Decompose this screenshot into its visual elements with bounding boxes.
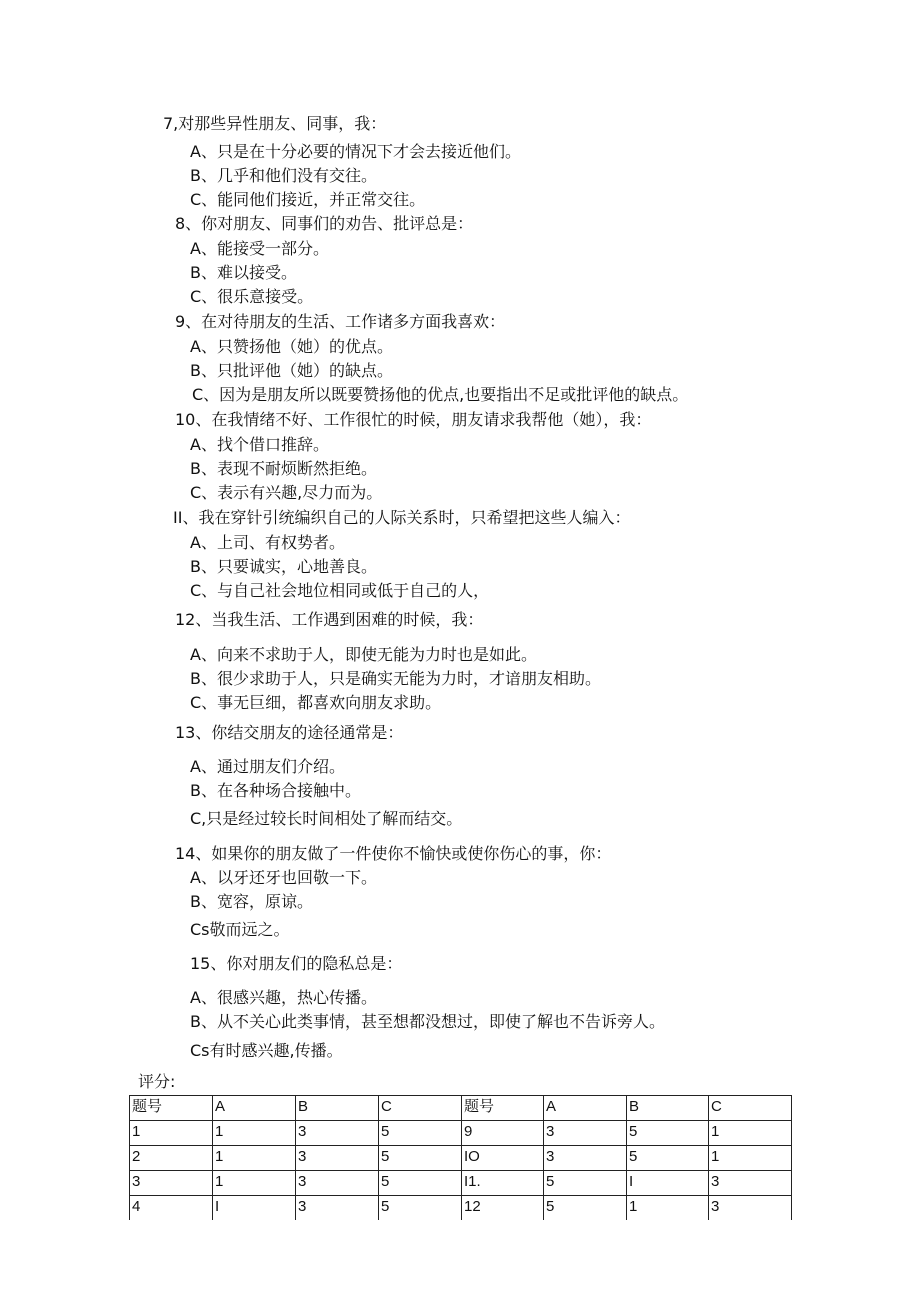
table-cell: 1 — [709, 1121, 792, 1146]
question-7-option-a: A、只是在十分必要的情况下才会去接近他们。 — [190, 142, 521, 161]
table-cell: 3 — [296, 1146, 379, 1171]
header-cell-question-no: 题号 — [462, 1096, 544, 1121]
question-8-option-a: A、能接受一部分。 — [190, 239, 329, 258]
table-cell: I1. — [462, 1171, 544, 1196]
table-cell: 1 — [130, 1121, 213, 1146]
table-cell: IO — [462, 1146, 544, 1171]
table-cell: 1 — [627, 1196, 709, 1221]
question-8-option-b: B、难以接受。 — [190, 263, 297, 282]
table-cell: 9 — [462, 1121, 544, 1146]
table-cell: 3 — [709, 1196, 792, 1221]
question-15-option-b: B、从不关心此类事情，甚至想都没想过，即使了解也不告诉旁人。 — [190, 1012, 665, 1031]
header-cell-a: A — [213, 1096, 296, 1121]
table-cell: 5 — [627, 1121, 709, 1146]
question-8-stem: 8、你对朋友、同事们的劝告、批评总是： — [175, 214, 474, 233]
table-cell: 3 — [544, 1146, 627, 1171]
question-12-option-a: A、向来不求助于人，即使无能为力时也是如此。 — [190, 645, 537, 664]
question-13-stem: 13、你结交朋友的途径通常是： — [175, 723, 404, 742]
question-14-option-c: Cs敬而远之。 — [190, 920, 290, 939]
table-cell: 1 — [213, 1121, 296, 1146]
question-7-option-c: C、能同他们接近，并正常交往。 — [190, 190, 426, 209]
table-cell: 1 — [709, 1146, 792, 1171]
table-cell: 5 — [379, 1146, 462, 1171]
question-14-stem: 14、如果你的朋友做了一件使你不愉快或使你伤心的事，你： — [175, 844, 612, 863]
table-cell: 3 — [296, 1121, 379, 1146]
header-cell-c: C — [379, 1096, 462, 1121]
table-cell: 5 — [544, 1171, 627, 1196]
question-15-option-c: Cs有时感兴趣,传播。 — [190, 1041, 343, 1060]
header-cell-a: A — [544, 1096, 627, 1121]
table-cell: 3 — [296, 1196, 379, 1221]
header-cell-question-no: 题号 — [130, 1096, 213, 1121]
header-cell-c: C — [709, 1096, 792, 1121]
table-cell: 5 — [627, 1146, 709, 1171]
question-9-stem: 9、在对待朋友的生活、工作诸多方面我喜欢： — [175, 312, 506, 331]
question-13-option-c: C,只是经过较长时间相处了解而结交。 — [190, 809, 463, 828]
question-7-option-b: B、几乎和他们没有交往。 — [190, 166, 377, 185]
question-9-option-b: B、只批评他（她）的缺点。 — [190, 361, 393, 380]
question-13-option-a: A、通过朋友们介绍。 — [190, 757, 345, 776]
question-11-option-b: B、只要诚实，心地善良。 — [190, 557, 377, 576]
question-14-option-a: A、以牙还牙也回敬一下。 — [190, 868, 377, 887]
scoring-table — [129, 1095, 792, 1220]
question-10-option-b: B、表现不耐烦断然拒绝。 — [190, 459, 377, 478]
question-9-option-a: A、只赞扬他（她）的优点。 — [190, 337, 393, 356]
table-cell: 1 — [213, 1171, 296, 1196]
table-row — [130, 1196, 792, 1221]
table-cell: 1 — [213, 1146, 296, 1171]
table-cell: 12 — [462, 1196, 544, 1221]
header-cell-b: B — [627, 1096, 709, 1121]
table-cell: 3 — [130, 1171, 213, 1196]
question-10-option-a: A、找个借口推辞。 — [190, 435, 329, 454]
table-cell: 3 — [544, 1121, 627, 1146]
table-cell: 2 — [130, 1146, 213, 1171]
question-12-option-c: C、事无巨细，都喜欢向朋友求助。 — [190, 693, 442, 712]
table-cell: 5 — [379, 1196, 462, 1221]
table-cell: 3 — [296, 1171, 379, 1196]
table-cell: 5 — [379, 1121, 462, 1146]
header-cell-b: B — [296, 1096, 379, 1121]
question-9-option-c: C、因为是朋友所以既要赞扬他的优点,也要指出不足或批评他的缺点。 — [192, 385, 689, 404]
table-cell: 4 — [130, 1196, 213, 1221]
question-8-option-c: C、很乐意接受。 — [190, 287, 314, 306]
scoring-label: 评分: — [138, 1072, 176, 1091]
table-row — [130, 1171, 792, 1196]
question-12-stem: 12、当我生活、工作遇到困难的时候，我： — [175, 610, 484, 629]
question-11-option-c: C、与自己社会地位相同或低于自己的人， — [190, 581, 490, 600]
question-11-stem: II、我在穿针引统编织自己的人际关系时，只希望把这些人编入： — [173, 508, 631, 527]
question-12-option-b: B、很少求助于人，只是确实无能为力时，才谙朋友相助。 — [190, 669, 601, 688]
question-11-option-a: A、上司、有权势者。 — [190, 533, 345, 552]
table-cell: 5 — [544, 1196, 627, 1221]
table-cell: I — [213, 1196, 296, 1221]
question-10-stem: 10、在我情绪不好、工作很忙的时候，朋友请求我帮他（她），我： — [175, 410, 652, 429]
table-cell: 5 — [379, 1171, 462, 1196]
question-14-option-b: B、宽容，原谅。 — [190, 892, 313, 911]
table-row — [130, 1121, 792, 1146]
scoring-header-row — [130, 1096, 792, 1121]
table-cell: 3 — [709, 1171, 792, 1196]
table-cell: I — [627, 1171, 709, 1196]
question-7-stem: 7,对那些异性朋友、同事，我： — [163, 114, 387, 133]
question-10-option-c: C、表示有兴趣,尽力而为。 — [190, 483, 383, 502]
question-15-option-a: A、很感兴趣，热心传播。 — [190, 988, 377, 1007]
question-15-stem: 15、你对朋友们的隐私总是： — [190, 954, 403, 973]
question-13-option-b: B、在各种场合接触中。 — [190, 781, 361, 800]
table-row — [130, 1146, 792, 1171]
